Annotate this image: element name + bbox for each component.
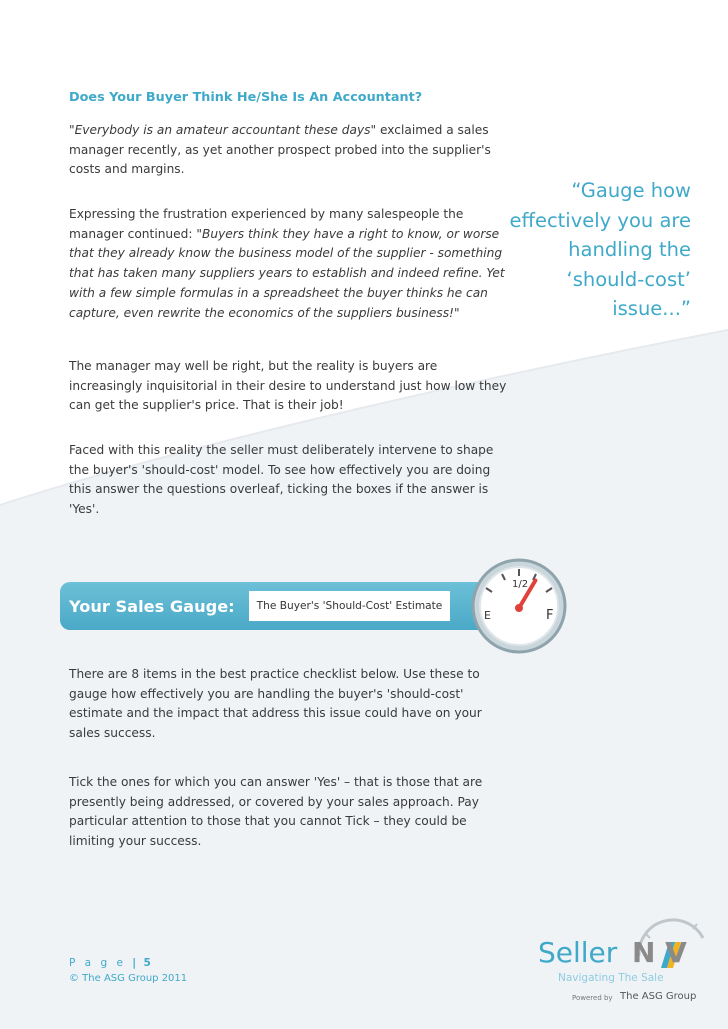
gauge-empty-label: E: [484, 609, 491, 622]
paragraph-6: Tick the ones for which you can answer 'Yes' – that is those that are presently being addressed, or covered by your sales approach. Pay particular attention to those that you cannot Tick – they could be limiting your success.: [69, 775, 483, 849]
paragraph-2: Expressing the frustration experienced by many salespeople the manager continued: "Buyers think they have a right to know, or worse that they already know the business model of the supplier - something that has taken many suppliers years to establish and indeed refine. Yet with a few simple formulas in a spreadsheet the buyer thinks he can capture, even rewrite the economics of the suppliers business!": [69, 207, 505, 320]
logo-seller-text: Seller: [538, 936, 618, 969]
copyright: © The ASG Group 2011: [69, 973, 188, 984]
logo-tagline: Navigating The Sale: [558, 972, 664, 984]
banner-title: Your Sales Gauge:: [69, 596, 235, 616]
gauge-hub: [515, 604, 523, 612]
pull-quote: “Gauge how effectively you are handling the ‘should-cost’ issue...”: [509, 179, 691, 320]
gauge-full-label: F: [546, 608, 554, 623]
gauge-half-label: 1/2: [512, 579, 529, 590]
banner-subtitle: The Buyer's 'Should-Cost' Estimate: [249, 591, 451, 621]
paragraph-3: The manager may well be right, but the reality is buyers are increasingly inquisitorial in their desire to understand just how low they can get the supplier's price. That is their job!: [69, 359, 507, 413]
paragraph-4: Faced with this reality the seller must deliberately intervene to shape the buyer's 'should-cost' model. To see how effectively you are doing this answer the questions overleaf, ticking the boxes if the answer is 'Yes'.: [69, 443, 494, 517]
paragraph-1: "Everybody is an amateur accountant these days" exclaimed a sales manager recently, as yet another prospect probed into the supplier's costs and margins.: [69, 123, 491, 177]
manager-quote: "Buyers think they have a right to know, or worse that they already know the business model of the supplier - something that has taken many suppliers years to establish and indeed refine. Yet with a few simple formulas in a spreadsheet the buyer thinks he can capture, even rewrite the economics of the suppliers business!": [69, 226, 505, 320]
logo-powered-by: Powered by: [572, 994, 613, 1002]
sales-gauge-banner: [60, 582, 480, 630]
logo-company: The ASG Group: [620, 991, 697, 1002]
sellernav-logo: [532, 912, 717, 1022]
paragraph-5: There are 8 items in the best practice checklist below. Use these to gauge how effectively you are handling the buyer's 'should-cost' estimate and the impact that address this issue could have on your sales success.: [69, 667, 482, 741]
article-heading: Does Your Buyer Think He/She Is An Accountant?: [69, 90, 423, 105]
logo-nav-text: N V: [632, 936, 687, 969]
page-number: P a g e | 5: [69, 957, 152, 969]
fuel-gauge-icon: [464, 556, 574, 656]
quote-italic: Everybody is an amateur accountant these days: [74, 123, 371, 137]
